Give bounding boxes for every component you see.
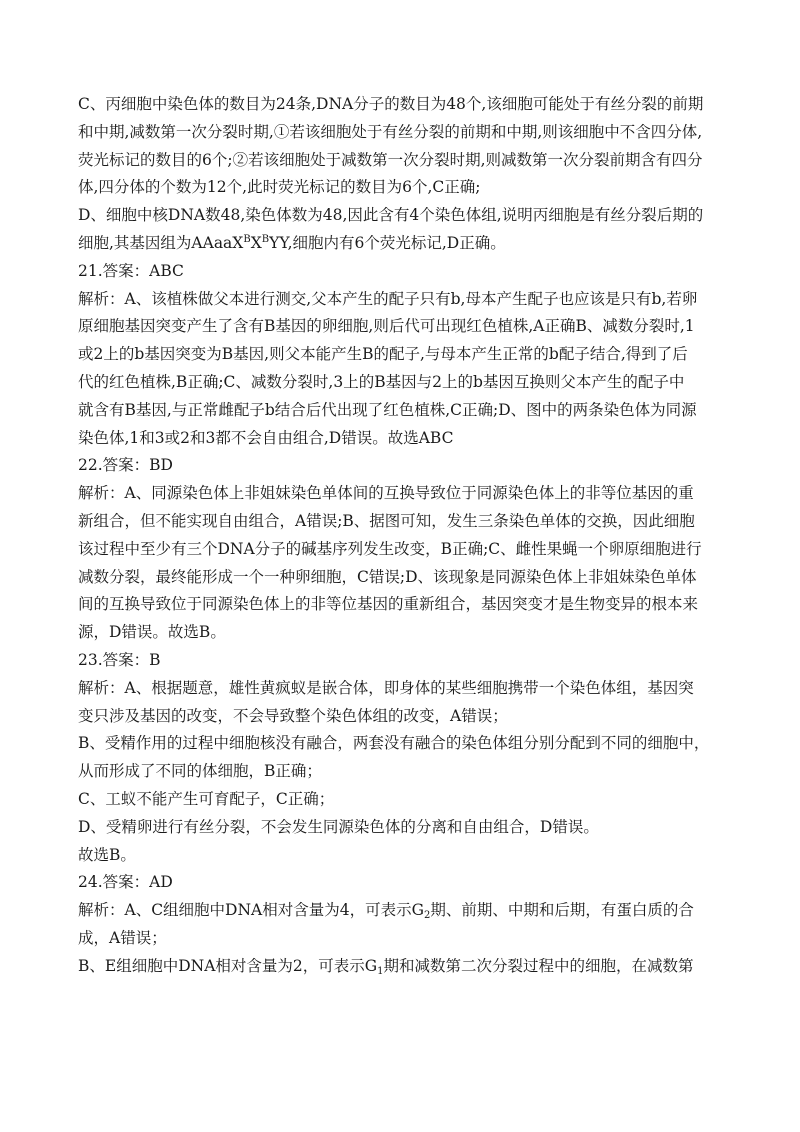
text-line: 染色体,1和3或2和3都不会自由组合,D错误。故选ABC [78, 428, 454, 447]
text-line: 间的互换导致位于同源染色体上的非等位基因的重新组合，基因突变才是生物变异的根本来 [78, 595, 699, 614]
text-line: D、细胞中核DNA数48,染色体数为48,因此含有4个染色体组,说明丙细胞是有丝分裂后期的 [78, 206, 704, 225]
text-line: 减数分裂，最终能形成一个一种卵细胞，C错误;D、该现象是同源染色体上非姐妹染色单体 [78, 567, 697, 586]
text-line: C、丙细胞中染色体的数目为24条,DNA分子的数目为48个,该细胞可能处于有丝分裂的前期 [78, 95, 704, 113]
superscript: B [243, 233, 251, 245]
text-line: 从而形成了不同的体细胞，B正确； [78, 762, 322, 781]
text-line: 代的红色植株,B正确;C、减数分裂时,3上的B基因与2上的b基因互换则父本产生的配子中 [78, 372, 685, 391]
text-line-genotype [78, 230, 728, 258]
text-fragment: 解析：A、C组细胞中DNA相对含量为4，可表示G [78, 901, 424, 920]
text-fragment: 细胞,其基因组为AAaaX [78, 233, 244, 252]
text-line: 新组合，但不能实现自由组合，A错误;B、据图可知，发生三条染色单体的交换，因此细胞 [78, 511, 695, 530]
text-fragment: 期和减数第二次分裂过程中的细胞，在减数第 [383, 956, 694, 975]
superscript: B [261, 233, 270, 245]
text-line: 变只涉及基因的改变，不会导致整个染色体组的改变，A错误； [78, 706, 508, 725]
text-fragment: B、E组细胞中DNA相对含量为2，可表示G [78, 956, 378, 975]
text-line: 该过程中至少有三个DNA分子的碱基序列发生改变，B正确;C、雌性果蝇一个卵原细胞进行 [78, 539, 702, 558]
text-line: 就含有B基因,与正常雌配子b结合后代出现了红色植株,C正确;D、图中的两条染色体为同源 [78, 400, 697, 419]
text-line: 或2上的b基因突变为B基因,则父本能产生B的配子,与母本产生正常的b配子结合,得到了后 [78, 345, 688, 364]
subscript: 1 [377, 965, 384, 977]
text-fragment: 期、前期、中期和后期，有蛋白质的合 [430, 901, 694, 920]
answer-heading-24: 24.答案：AD [78, 873, 173, 892]
question-22 [78, 452, 728, 647]
text-line: 故选B。 [78, 845, 136, 864]
question-23 [78, 647, 728, 869]
document-page [78, 91, 728, 981]
question-24 [78, 869, 728, 980]
subscript: 2 [423, 910, 431, 922]
answer-heading-21: 21.答案：ABC [78, 261, 184, 280]
text-line: 体,四分体的个数为12个,此时荧光标记的数目为6个,C正确; [78, 178, 481, 197]
text-line: 成，A错误； [78, 928, 167, 947]
paragraph-q20-option-d [78, 202, 728, 258]
text-fragment: X [250, 233, 262, 252]
text-line-with-subscript [78, 897, 728, 925]
answer-heading-22: 22.答案：BD [78, 456, 173, 475]
text-line: C、工蚁不能产生可育配子，C正确； [78, 789, 335, 808]
question-21 [78, 258, 728, 453]
text-line: 解析：A、该植株做父本进行测交,父本产生的配子只有b,母本产生配子也应该是只有b,若卵 [78, 289, 698, 308]
text-line: 解析：A、根据题意，雄性黄疯蚁是嵌合体，即身体的某些细胞携带一个染色体组，基因突 [78, 678, 694, 697]
text-line-with-subscript [78, 953, 728, 981]
paragraph-q20-option-c [78, 91, 728, 202]
answer-heading-23: 23.答案：B [78, 650, 161, 669]
text-line: 解析：A、同源染色体上非姐妹染色单体间的互换导致位于同源染色体上的非等位基因的重 [78, 484, 694, 503]
text-line: 和中期,减数第一次分裂时期,①若该细胞处于有丝分裂的前期和中期,则该细胞中不含四分体, [78, 122, 703, 141]
text-fragment: YY,细胞内有6个荧光标记,D正确。 [269, 233, 506, 252]
text-line: B、受精作用的过程中细胞核没有融合，两套没有融合的染色体组分别分配到不同的细胞中， [78, 734, 710, 753]
text-line: D、受精卵进行有丝分裂，不会发生同源染色体的分离和自由组合，D错误。 [78, 817, 599, 836]
text-line: 荧光标记的数目的6个;②若该细胞处于减数第一次分裂时期,则减数第一次分裂前期含有四分 [78, 150, 703, 169]
text-line: 原细胞基因突变产生了含有B基因的卵细胞,则后代可出现红色植株,A正确B、减数分裂时,1 [78, 317, 695, 336]
text-line: 源，D错误。故选B。 [78, 623, 226, 642]
